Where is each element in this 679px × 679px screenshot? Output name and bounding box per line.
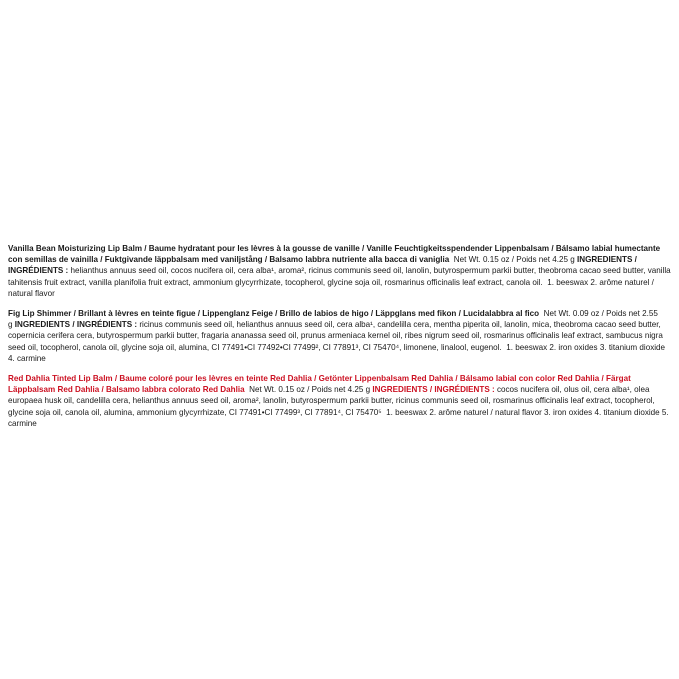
product-block-fig-lip-shimmer: [8, 308, 672, 364]
product-title-vanilla-bean: Vanilla Bean Moisturizing Lip Balm / Baume hydratant pour les lèvres à la gousse de vanille / Vanille Feuchtigkeitsspendender Lippenbalsam / Bálsamo labial humectante con semillas de vainilla / Fuktgivande läppbalsam med vaniljstång / Balsamo labbra nutriente alla bacca di vaniglia: [8, 244, 661, 265]
product-block-vanilla-bean: [8, 243, 672, 299]
ingredients-heading-red-dahlia: INGREDIENTS / INGRÉDIENTS :: [372, 385, 495, 395]
ingredient-label-stack: [8, 243, 672, 429]
product-net-weight-vanilla-bean: Net Wt. 0.15 oz / Poids net 4.25 g: [453, 255, 575, 265]
ingredients-heading-fig-lip-shimmer: INGREDIENTS / INGRÉDIENTS :: [14, 320, 138, 330]
ingredients-list-red-dahlia: cocos nucifera oil, olus oil, cera alba¹, olea europaea husk oil, candelilla cera, helianthus annuus seed oil, aroma², lanolin, butyrospermum parkii butter, ricinus communis seed oil, rosmarinus officinalis leaf extract, tocopherol, glycine soja oil, canola oil, alumina, ammonium glycyrrhizate, CI 77491•CI 77499³, CI 77891⁴, CI 75470⁵: [8, 385, 655, 417]
product-net-weight-red-dahlia: Net Wt. 0.15 oz / Poids net 4.25 g: [249, 385, 371, 395]
footnotes-red-dahlia: 1. beeswax 2. arôme naturel / natural flavor 3. iron oxides 4. titanium dioxide 5. carmine: [8, 407, 669, 428]
product-text-fig-lip-shimmer: [8, 308, 672, 364]
ingredients-heading-vanilla-bean: INGREDIENTS / INGRÉDIENTS :: [8, 255, 637, 276]
ingredients-list-fig-lip-shimmer: ricinus communis seed oil, helianthus annuus seed oil, cera alba¹, candelilla cera, mentha piperita oil, lanolin, mica, theobroma cacao seed butter, copernicia cerifera cera, butyrospermum parkii butter, fragaria ananassa seed oil, prunus armeniaca kernel oil, ribes nigrum seed oil, rosmarinus officinalis leaf extract, sambucus nigra seed oil, tocopherol, canola oil, glycine soja oil, alumina, CI 77491•CI 77492•CI 77499², CI 77891³, CI 75470⁴, limonene, linalool, eugenol.: [8, 320, 663, 352]
product-net-weight-fig-lip-shimmer: Net Wt. 0.09 oz / Poids net 2.55 g: [8, 309, 658, 330]
footnotes-vanilla-bean: 1. beeswax 2. arôme naturel / natural flavor: [8, 277, 654, 298]
product-text-vanilla-bean: [8, 243, 672, 299]
product-text-red-dahlia: [8, 373, 672, 429]
product-title-fig-lip-shimmer: Fig Lip Shimmer / Brillant à lèvres en teinte figue / Lippenglanz Feige / Brillo de labios de higo / Läppglans med fikon / Lucidalabbra al fico: [8, 309, 540, 319]
product-title-red-dahlia: Red Dahlia Tinted Lip Balm / Baume coloré pour les lèvres en teinte Red Dahlia / Getönter Lippenbalsam Red Dahlia / Bálsamo labial con color Red Dahlia / Färgat Läppbalsam Red Dahlia / Balsamo labbra colorato Red Dahlia: [8, 374, 631, 395]
product-block-red-dahlia: [8, 373, 672, 429]
footnotes-fig-lip-shimmer: 1. beeswax 2. iron oxides 3. titanium dioxide 4. carmine: [8, 342, 666, 363]
ingredients-list-vanilla-bean: helianthus annuus seed oil, cocos nucifera oil, cera alba¹, aroma², ricinus communis seed oil, lanolin, butyrospermum parkii butter, theobroma cacao seed butter, vanilla tahitensis fruit extract, vanilla planifolia fruit extract, ammonium glycyrrhizate, tocopherol, glycine soja oil, rosmarinus officinalis leaf extract, canola oil.: [8, 266, 671, 287]
